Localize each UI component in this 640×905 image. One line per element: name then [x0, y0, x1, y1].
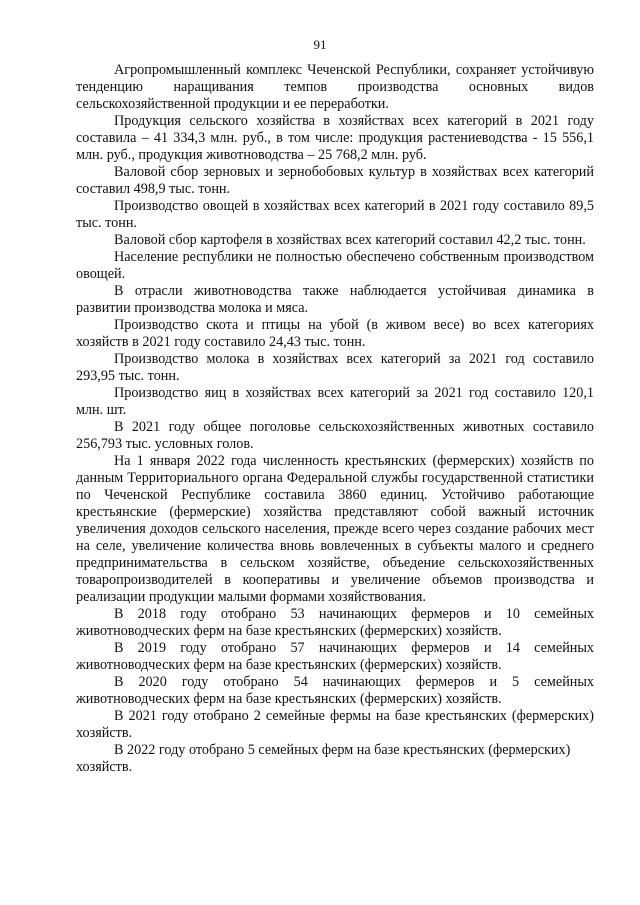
- paragraph-potatoes: Валовой сбор картофеля в хозяйствах всех категорий составил 42,2 тыс. тонн.: [114, 232, 586, 248]
- paragraph-milk-production: Производство молока в хозяйствах всех категорий за 2021 год составило 293,95 тыс. тонн.: [76, 351, 594, 384]
- paragraph-2022-selection: В 2022 году отобрано 5 семейных ферм на базе крестьянских (фермерских) хозяйств.: [76, 742, 571, 775]
- body-text: [76, 62, 594, 776]
- paragraph-grain-harvest: Валовой сбор зерновых и зернобобовых культур в хозяйствах всех категорий составил 498,9 тыс. тонн.: [76, 164, 594, 197]
- paragraph-2019-selection: В 2019 году отобрано 57 начинающих фермеров и 14 семейных животноводческих ферм на базе крестьянских (фермерских) хозяйств.: [76, 640, 594, 673]
- paragraph-vegetables: Производство овощей в хозяйствах всех категорий в 2021 году составило 89,5 тыс. тонн.: [76, 198, 594, 231]
- paragraph-agro-complex: Агропромышленный комплекс Чеченской Республики, сохраняет устойчивую тенденцию наращивания темпов производства основных видов сельскохозяйственной продукции и ее переработки.: [76, 62, 594, 112]
- page-number: 91: [313, 37, 327, 52]
- paragraph-2021-selection: В 2021 году отобрано 2 семейные фермы на базе крестьянских (фермерских) хозяйств.: [76, 708, 594, 741]
- paragraph-2018-selection: В 2018 году отобрано 53 начинающих фермеров и 10 семейных животноводческих ферм на базе крестьянских (фермерских) хозяйств.: [76, 606, 594, 639]
- paragraph-meat-production: Производство скота и птицы на убой (в живом весе) во всех категориях хозяйств в 2021 году составило 24,43 тыс. тонн.: [76, 317, 594, 350]
- paragraph-livestock-headcount: В 2021 году общее поголовье сельскохозяйственных животных составило 256,793 тыс. условных голов.: [76, 419, 594, 452]
- paragraph-2020-selection: В 2020 году отобрано 54 начинающих фермеров и 5 семейных животноводческих ферм на базе крестьянских (фермерских) хозяйств.: [76, 674, 594, 707]
- paragraph-farm-count: На 1 января 2022 года численность крестьянских (фермерских) хозяйств по данным Территориального органа Федеральной службы государственной статистики по Чеченской Республике составила 3860 единиц. Устойчиво работающие крестьянские (фермерские) хозяйства представляют собой важный источник увеличения доходов сельского населения, прежде всего через создание рабочих мест на селе, увеличение количества вновь вовлеченных в субъекты малого и среднего предпринимательства в сельском хозяйстве, объедение сельскохозяйственных товаропроизводителей в кооперативы и увеличение объемов производства и реализации продукции малыми формами хозяйствования.: [76, 453, 594, 605]
- paragraph-livestock-dynamics: В отрасли животноводства также наблюдается устойчивая динамика в развитии производства молока и мяса.: [76, 283, 594, 316]
- paragraph-vegetable-supply: Население республики не полностью обеспечено собственным производством овощей.: [76, 249, 594, 282]
- paragraph-agri-output: Продукция сельского хозяйства в хозяйствах всех категорий в 2021 году составила – 41 334,3 млн. руб., в том числе: продукция растениеводства - 15 556,1 млн. руб., продукция животноводства – 25 768,2 млн. руб.: [76, 113, 594, 163]
- paragraph-egg-production: Производство яиц в хозяйствах всех категорий за 2021 год составило 120,1 млн. шт.: [76, 385, 594, 418]
